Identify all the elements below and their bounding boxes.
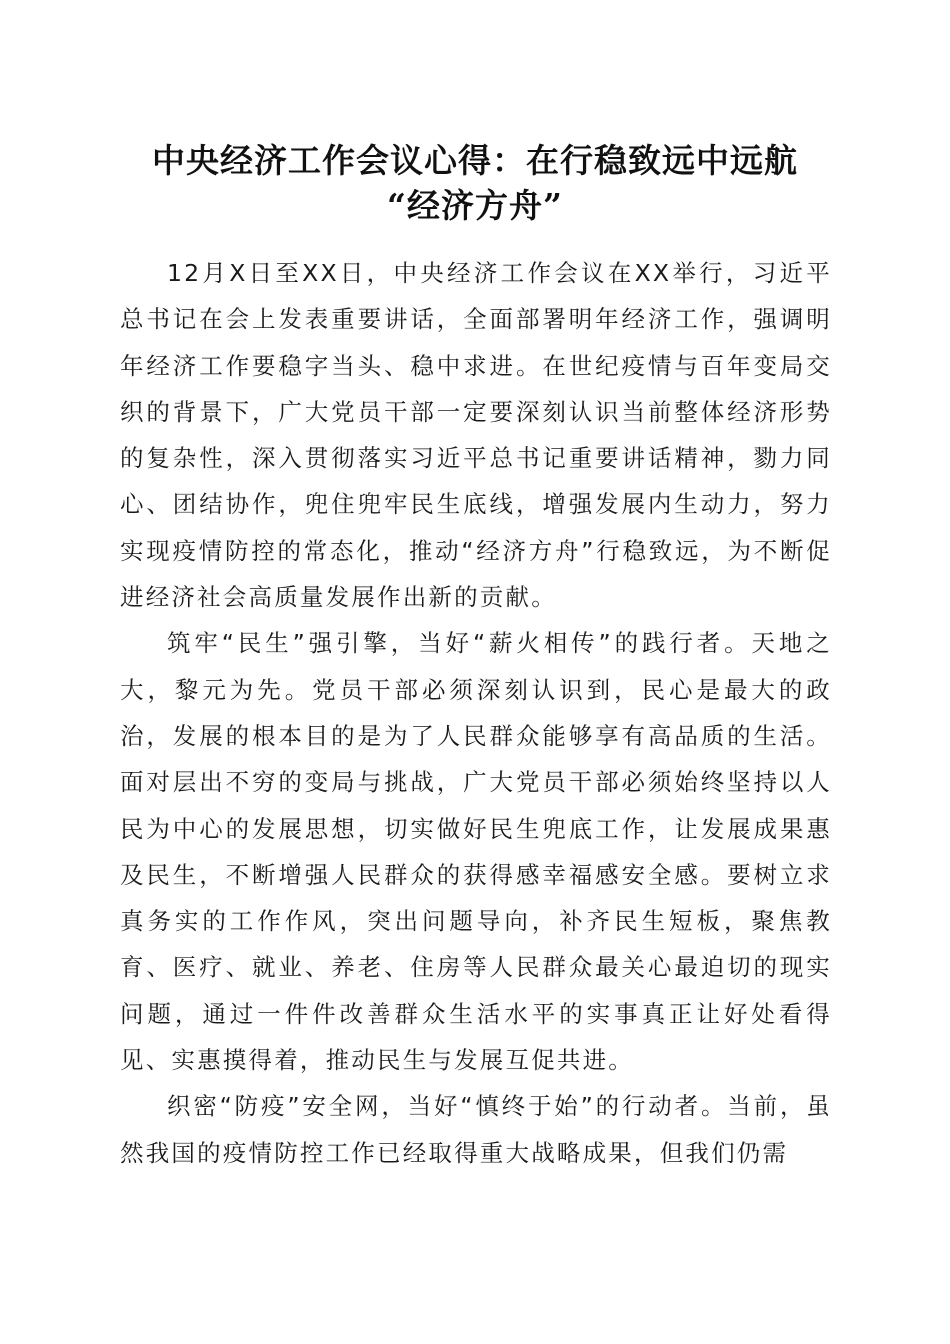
paragraph-2: 筑牢“民生”强引擎，当好“薪火相传”的践行者。天地之大，黎元为先。党员干部必须深刻认识到，民心是最大的政治，发展的根本目的是为了人民群众能够享有高品质的生活。面对层出不穷的变局与挑战，广大党员干部必须始终坚持以人民为中心的发展思想，切实做好民生兜底工作，让发展成果惠及民生，不断增强人民群众的获得感幸福感安全感。要树立求真务实的工作作风，突出问题导向，补齐民生短板，聚焦教育、医疗、就业、养老、住房等人民群众最关心最迫切的现实问题，通过一件件改善群众生活水平的实事真正让好处看得见、实惠摸得着，推动民生与发展互促共进。 <box>120 629 832 1075</box>
document-title <box>90 138 860 228</box>
title-line-2: “经济方舟” <box>387 186 563 225</box>
paragraph-1: 12月X日至XX日，中央经济工作会议在XX举行，习近平总书记在会上发表重要讲话，全面部署明年经济工作，强调明年经济工作要稳字当头、稳中求进。在世纪疫情与百年变局交织的背景下，广大党员干部一定要深刻认识当前整体经济形势的复杂性，深入贯彻落实习近平总书记重要讲话精神，勠力同心、团结协作，兜住兜牢民生底线，增强发展内生动力，努力实现疫情防控的常态化，推动“经济方舟”行稳致远，为不断促进经济社会高质量发展作出新的贡献。 <box>120 259 832 612</box>
paragraph-3: 织密“防疫”安全网，当好“慎终于始”的行动者。当前，虽然我国的疫情防控工作已经取得重大战略成果，但我们仍需 <box>120 1092 832 1167</box>
document-body <box>120 250 832 1176</box>
title-line-1: 中央经济工作会议心得：在行稳致远中远航 <box>152 141 798 180</box>
